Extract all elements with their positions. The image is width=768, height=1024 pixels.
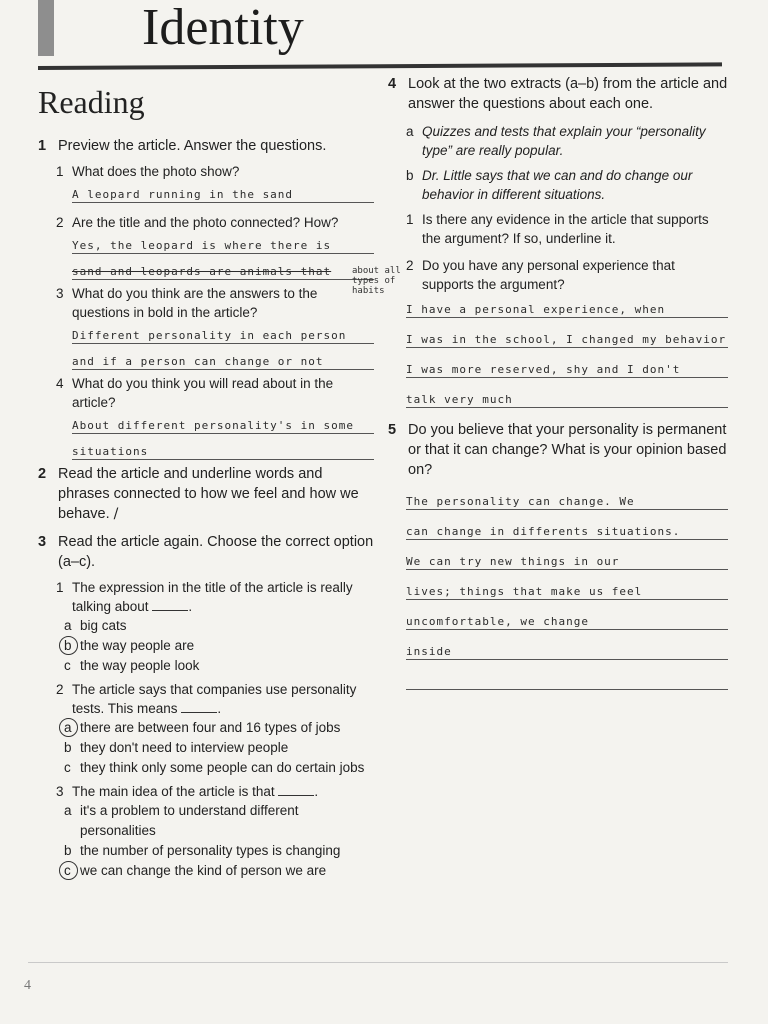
option-text: the way people look <box>80 658 200 673</box>
option-letter: a <box>64 720 72 735</box>
question-number: 3 <box>38 534 47 550</box>
subquestion-text: The article says that companies use personality tests. This means <box>72 682 357 716</box>
option-text: big cats <box>80 618 127 633</box>
question-2 <box>38 464 374 524</box>
option-text: the number of personality types is changing <box>80 843 341 858</box>
option-3-2-b[interactable] <box>64 738 374 758</box>
answer-line[interactable]: situations <box>72 438 374 460</box>
subquestion-3-2: 2 The article says that companies use personality tests. This means . <box>56 682 357 716</box>
fill-blank[interactable] <box>278 783 314 796</box>
question-text: Do you believe that your personality is permanent or that it can change? What is your opinion based on? <box>408 422 727 478</box>
subquestion-text: What does the photo show? <box>72 164 240 179</box>
extract-text: Quizzes and tests that explain your “personality type” are really popular. <box>422 124 706 158</box>
option-text: the way people are <box>80 638 195 653</box>
page-title: Identity <box>142 0 304 56</box>
question-number: 1 <box>38 138 47 154</box>
option-3-1-b[interactable] <box>64 636 374 656</box>
extract-letter: b <box>406 168 414 183</box>
fill-blank[interactable] <box>181 700 217 713</box>
answer-line[interactable]: A leopard running in the sand <box>72 181 374 203</box>
answer-line[interactable]: We can try new things in our <box>406 546 728 570</box>
extract-letter: a <box>406 124 414 139</box>
selected-circle-mark <box>59 861 78 880</box>
subquestion-1-4 <box>56 374 374 412</box>
subquestion-text: What do you think you will read about in the article? <box>72 376 334 410</box>
fill-blank[interactable] <box>152 598 188 611</box>
subquestion-text: Are the title and the photo connected? How? <box>72 215 339 230</box>
subquestion-number: 1 <box>406 212 414 227</box>
question-4 <box>388 74 728 114</box>
option-3-2-c[interactable] <box>64 758 374 778</box>
option-3-3-b[interactable] <box>64 841 374 861</box>
subquestion-text: Do you have any personal experience that supports the argument? <box>422 258 675 292</box>
option-letter: c <box>64 760 71 775</box>
subquestion-4-2 <box>406 256 728 294</box>
option-text: it's a problem to understand different personalities <box>80 803 299 838</box>
subquestion-text: The expression in the title of the article is really talking about <box>72 580 353 614</box>
right-column <box>388 74 728 696</box>
subquestion-3-1: 1 The expression in the title of the article is really talking about . <box>56 580 353 614</box>
title-divider <box>38 62 722 70</box>
subquestion-number: 1 <box>56 164 64 179</box>
question-number: 5 <box>388 422 397 438</box>
subquestion-text: What do you think are the answers to the questions in bold in the article? <box>72 286 318 320</box>
subquestion-number: 2 <box>56 682 64 697</box>
question-text: Read the article again. Choose the correct option (a–c). <box>58 534 374 570</box>
selected-circle-mark <box>59 718 78 737</box>
subquestion-text: Is there any evidence in the article that supports the argument? If so, underline it. <box>422 212 709 246</box>
question-5 <box>388 420 728 480</box>
answer-line[interactable]: can change in differents situations. <box>406 516 728 540</box>
option-3-3-c[interactable] <box>64 861 374 881</box>
subquestion-number: 3 <box>56 784 64 799</box>
page-number: 4 <box>24 978 31 993</box>
subquestion-number: 4 <box>56 376 64 391</box>
answer-line[interactable]: Yes, the leopard is where there is <box>72 232 374 254</box>
option-letter: a <box>64 803 72 818</box>
subquestion-1-2 <box>56 213 374 232</box>
footer-divider <box>28 962 728 963</box>
margin-note: about all types of habits <box>352 266 401 296</box>
section-heading: Reading <box>38 84 145 120</box>
question-text: Preview the article. Answer the questions. <box>58 138 327 154</box>
subquestion-4-1 <box>406 210 728 248</box>
extract-b <box>406 166 728 204</box>
subquestion-number: 3 <box>56 286 64 301</box>
option-3-1-a[interactable] <box>64 616 374 636</box>
question-text: Read the article and underline words and phrases connected to how we feel and how we behave. <box>58 466 359 522</box>
selected-circle-mark <box>59 636 78 655</box>
option-letter: c <box>64 658 71 673</box>
chapter-tab-marker <box>38 0 54 56</box>
answer-line[interactable]: About different personality's in some <box>72 412 374 434</box>
extract-text: Dr. Little says that we can and do change our behavior in different situations. <box>422 168 693 202</box>
answer-line[interactable] <box>406 666 728 690</box>
option-3-2-a[interactable] <box>64 718 374 738</box>
answer-line[interactable]: talk very much <box>406 384 728 408</box>
question-number: 2 <box>38 466 47 482</box>
option-3-1-c[interactable] <box>64 656 374 676</box>
extract-a <box>406 122 728 160</box>
answer-line[interactable]: inside <box>406 636 728 660</box>
answer-line[interactable]: uncomfortable, we change <box>406 606 728 630</box>
subquestion-text: The main idea of the article is that <box>72 784 275 799</box>
answer-line[interactable]: and if a person can change or not <box>72 348 374 370</box>
subquestion-number: 1 <box>56 580 64 595</box>
option-text: we can change the kind of person we are <box>80 863 327 878</box>
left-column <box>38 82 374 881</box>
question-number: 4 <box>388 76 397 92</box>
answer-line[interactable]: sand and leopards are animals that <box>72 258 374 280</box>
subquestion-1-1 <box>56 162 374 181</box>
option-letter: a <box>64 618 72 633</box>
option-3-3-a[interactable] <box>64 801 374 841</box>
answer-line[interactable]: I have a personal experience, when <box>406 294 728 318</box>
question-3 <box>38 532 374 572</box>
question-1 <box>38 136 374 156</box>
option-letter: b <box>64 843 72 858</box>
answer-line[interactable]: I was more reserved, shy and I don't <box>406 354 728 378</box>
option-letter: b <box>64 638 72 653</box>
option-letter: b <box>64 740 72 755</box>
answer-line[interactable]: lives; things that make us feel <box>406 576 728 600</box>
check-mark: / <box>113 506 119 522</box>
subquestion-1-3 <box>56 284 374 322</box>
answer-line[interactable]: Different personality in each person <box>72 322 374 344</box>
option-text: they think only some people can do certain jobs <box>80 760 365 775</box>
answer-line[interactable]: The personality can change. We <box>406 486 728 510</box>
question-text: Look at the two extracts (a–b) from the article and answer the questions about each one. <box>408 76 728 112</box>
answer-line[interactable]: I was in the school, I changed my behavior <box>406 324 728 348</box>
option-letter: c <box>64 863 71 878</box>
option-text: there are between four and 16 types of jobs <box>80 720 341 735</box>
subquestion-3-3: 3 The main idea of the article is that . <box>56 784 319 799</box>
subquestion-number: 2 <box>406 258 414 273</box>
subquestion-number: 2 <box>56 215 64 230</box>
option-text: they don't need to interview people <box>80 740 289 755</box>
